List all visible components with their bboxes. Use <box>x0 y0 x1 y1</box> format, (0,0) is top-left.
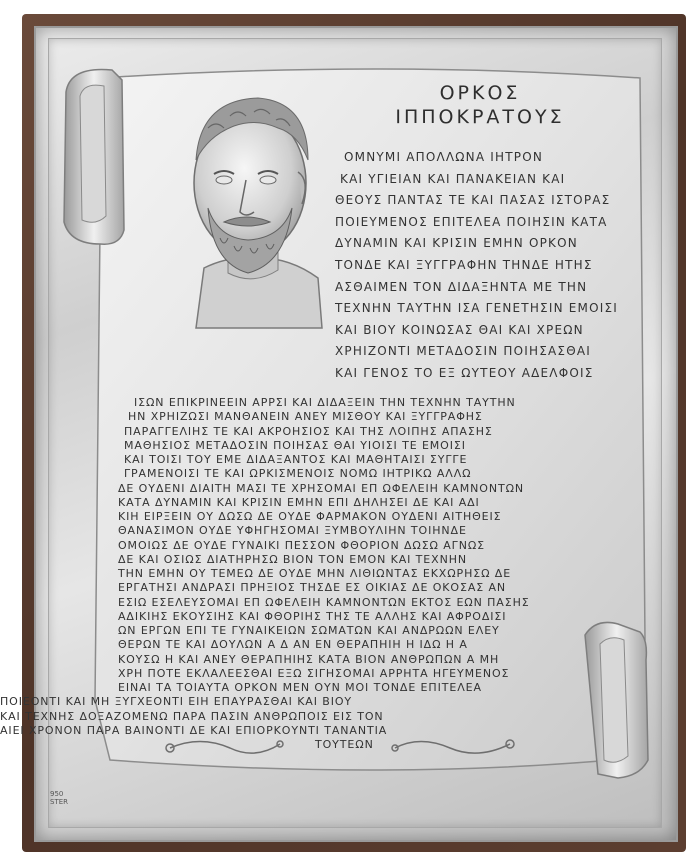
oath-line: ΠΟΙΕΥΜΕΝΟΣ ΕΠΙΤΕΛΕΑ ΠΟΙΗΣΙΝ ΚΑΤΑ <box>335 214 608 229</box>
oath-line: ΚΑΙ ΤΟΙΣΙ ΤΟΥ ΕΜΕ ΔΙΔΑΞΑΝΤΟΣ ΚΑΙ ΜΑΘΗΤΑΙΣΙ ΣΥΓΓΕ <box>124 453 468 466</box>
oath-line: ΔΕ ΟΥΔΕΝΙ ΔΙΑΙΤΗ ΜΑΣΙ ΤΕ ΧΡΗΣΟΜΑΙ ΕΠ ΩΦΕΛΕΙΗ ΚΑΜΝΟΝΤΩΝ <box>118 481 525 495</box>
oath-line: ΜΑΘΗΣΙΟΣ ΜΕΤΑΔΟΣΙΝ ΠΟΙΗΣΑΣ ΘΑΙ ΥΙΟΙΣΙ ΤΕ ΕΜΟΙΣΙ <box>124 438 466 452</box>
oath-line: ΧΡΗΙΖΟΝΤΙ ΜΕΤΑΔΟΣΙΝ ΠΟΙΗΣΑΣΘΑΙ <box>335 344 591 359</box>
oath-line: ΔΕ ΚΑΙ ΟΣΙΩΣ ΔΙΑΤΗΡΗΣΩ ΒΙΟΝ ΤΟΝ ΕΜΟΝ ΚΑΙ ΤΕΧΝΗΝ <box>118 552 468 566</box>
oath-line: ΤΟΥΤΕΩΝ <box>315 738 374 751</box>
oath-line: ΘΕΡΩΝ ΤΕ ΚΑΙ ΔΟΥΛΩΝ Α Δ ΑΝ ΕΝ ΘΕΡΑΠΗΙΗ Η ΙΔΩ Η Α <box>118 638 468 652</box>
oath-line: ΟΜΝΥΜΙ ΑΠΟΛΛΩΝΑ ΙΗΤΡΟΝ <box>344 150 544 164</box>
oath-line: ΔΥΝΑΜΙΝ ΚΑΙ ΚΡΙΣΙΝ ΕΜΗΝ ΟΡΚΟΝ <box>335 236 578 251</box>
oath-line: ΩΝ ΕΡΓΩΝ ΕΠΙ ΤΕ ΓΥΝΑΙΚΕΙΩΝ ΣΩΜΑΤΩΝ ΚΑΙ ΑΝΔΡΩΩΝ ΕΛΕΥ <box>118 624 500 637</box>
oath-line: ΓΡΑΜΕΝΟΙΣΙ ΤΕ ΚΑΙ ΩΡΚΙΣΜΕΝΟΙΣ ΝΟΜΩ ΙΗΤΡΙΚΩ ΑΛΛΩ <box>124 467 472 481</box>
oath-line: ΚΑΙ ΥΓΙΕΙΑΝ ΚΑΙ ΠΑΝΑΚΕΙΑΝ ΚΑΙ <box>340 171 566 186</box>
oath-line: ΑΣΘΑΙΜΕΝ ΤΟΝ ΔΙΔΑΞΗΝΤΑ ΜΕ ΤΗΝ <box>335 279 588 294</box>
hallmark-line: STER <box>50 798 69 806</box>
oath-line: ΕΙΝΑΙ ΤΑ ΤΟΙΑΥΤΑ ΟΡΚΟΝ ΜΕΝ ΟΥΝ ΜΟΙ ΤΟΝΔΕ ΕΠΙΤΕΛΕΑ <box>118 681 482 694</box>
oath-line: ΟΜΟΙΩΣ ΔΕ ΟΥΔΕ ΓΥΝΑΙΚΙ ΠΕΣΣΟΝ ΦΘΟΡΙΟΝ ΔΩΣΩ ΑΓΝΩΣ <box>118 538 485 552</box>
oath-line: ΚΟΥΣΩ Η ΚΑΙ ΑΝΕΥ ΘΕΡΑΠΗΙΗΣ ΚΑΤΑ ΒΙΟΝ ΑΝΘΡΩΠΩΝ Α ΜΗ <box>118 652 500 666</box>
oath-line: ΠΑΡΑΓΓΕΛΙΗΣ ΤΕ ΚΑΙ ΑΚΡΟΗΣΙΟΣ ΚΑΙ ΤΗΣ ΛΟΙΠΗΣ ΑΠΑΣΗΣ <box>124 424 493 438</box>
hallmark-line: 950 <box>50 790 64 798</box>
oath-line: ΕΣΙΩ ΕΣΕΛΕΥΣΟΜΑΙ ΕΠ ΩΦΕΛΕΙΗ ΚΑΜΝΟΝΤΩΝ ΕΚΤΟΣ ΕΩΝ ΠΑΣΗΣ <box>118 595 530 609</box>
oath-line: ΤΕΧΝΗΝ ΤΑΥΤΗΝ ΙΣΑ ΓΕΝΕΤΗΣΙΝ ΕΜΟΙΣΙ <box>335 301 619 316</box>
oath-line: ΙΣΩΝ ΕΠΙΚΡΙΝΕΕΙΝ ΑΡΡΣΙ ΚΑΙ ΔΙΔΑΞΕΙΝ ΤΗΝ ΤΕΧΝΗΝ ΤΑΥΤΗΝ <box>134 396 516 409</box>
oath-line: ΚΑΙ ΓΕΝΟΣ ΤΟ ΕΞ ΩΥΤΕΟΥ ΑΔΕΛΦΟΙΣ <box>335 366 594 380</box>
oath-line: ΚΑΤΑ ΔΥΝΑΜΙΝ ΚΑΙ ΚΡΙΣΙΝ ΕΜΗΝ ΕΠΙ ΔΗΛΗΣΕΙ ΔΕ ΚΑΙ ΑΔΙ <box>118 495 480 509</box>
oath-line: ΚΑΙ ΤΕΧΝΗΣ ΔΟΞΑΖΟΜΕΝΩ ΠΑΡΑ ΠΑΣΙΝ ΑΝΘΡΩΠΟΙΣ ΕΙΣ ΤΟΝ <box>0 709 384 723</box>
oath-line: ΑΙΕΙ ΧΡΟΝΟΝ ΠΑΡΑ ΒΑΙΝΟΝΤΙ ΔΕ ΚΑΙ ΕΠΙΟΡΚΟΥΝΤΙ ΤΑΝΑΝΤΙΑ <box>0 723 388 737</box>
title-line-2: ΙΠΠΟΚΡΑΤΟΥΣ <box>395 106 565 128</box>
oath-line: ΘΕΟΥΣ ΠΑΝΤΑΣ ΤΕ ΚΑΙ ΠΑΣΑΣ ΙΣΤΟΡΑΣ <box>335 193 611 208</box>
oath-line: ΧΡΗ ΠΟΤΕ ΕΚΛΑΛΕΕΣΘΑΙ ΕΞΩ ΣΙΓΗΣΟΜΑΙ ΑΡΡΗΤΑ ΗΓΕΥΜΕΝΟΣ <box>118 666 510 680</box>
oath-line: ΤΗΝ ΕΜΗΝ ΟΥ ΤΕΜΕΩ ΔΕ ΟΥΔΕ ΜΗΝ ΛΙΘΙΩΝΤΑΣ ΕΚΧΩΡΗΣΩ ΔΕ <box>118 567 512 580</box>
title-line-1: ΟΡΚΟΣ <box>439 82 521 104</box>
oath-line: ΚΑΙ ΒΙΟΥ ΚΟΙΝΩΣΑΣ ΘΑΙ ΚΑΙ ΧΡΕΩΝ <box>335 322 584 337</box>
oath-line: ΘΑΝΑΣΙΜΟΝ ΟΥΔΕ ΥΦΗΓΗΣΟΜΑΙ ΞΥΜΒΟΥΛΙΗΝ ΤΟΙΗΝΔΕ <box>118 524 467 538</box>
oath-line: ΤΟΝΔΕ ΚΑΙ ΞΥΓΓΡΑΦΗΝ ΤΗΝΔΕ ΗΤΗΣ <box>335 258 593 272</box>
oath-line: ΑΔΙΚΙΗΣ ΕΚΟΥΣΙΗΣ ΚΑΙ ΦΘΟΡΙΗΣ ΤΗΣ ΤΕ ΑΛΛΗΣ ΚΑΙ ΑΦΡΟΔΙΣΙ <box>118 609 507 623</box>
hallmark <box>50 790 68 806</box>
oath-line: ΠΟΙΕΟΝΤΙ ΚΑΙ ΜΗ ΞΥΓΧΕΟΝΤΙ ΕΙΗ ΕΠΑΥΡΑΣΘΑΙ ΚΑΙ ΒΙΟΥ <box>0 695 353 709</box>
oath-line: ΚΙΗ ΕΙΡΞΕΙΝ ΟΥ ΔΩΣΩ ΔΕ ΟΥΔΕ ΦΑΡΜΑΚΟΝ ΟΥΔΕΝΙ ΑΙΤΗΘΕΙΣ <box>118 510 502 523</box>
oath-line: ΗΝ ΧΡΗΙΖΩΣΙ ΜΑΝΘΑΝΕΙΝ ΑΝΕΥ ΜΙΣΘΟΥ ΚΑΙ ΞΥΓΓΡΑΦΗΣ <box>128 410 483 424</box>
oath-line: ΕΡΓΑΤΗΣΙ ΑΝΔΡΑΣΙ ΠΡΗΞΙΟΣ ΤΗΣΔΕ ΕΣ ΟΙΚΙΑΣ ΔΕ ΟΚΟΣΑΣ ΑΝ <box>118 581 507 595</box>
